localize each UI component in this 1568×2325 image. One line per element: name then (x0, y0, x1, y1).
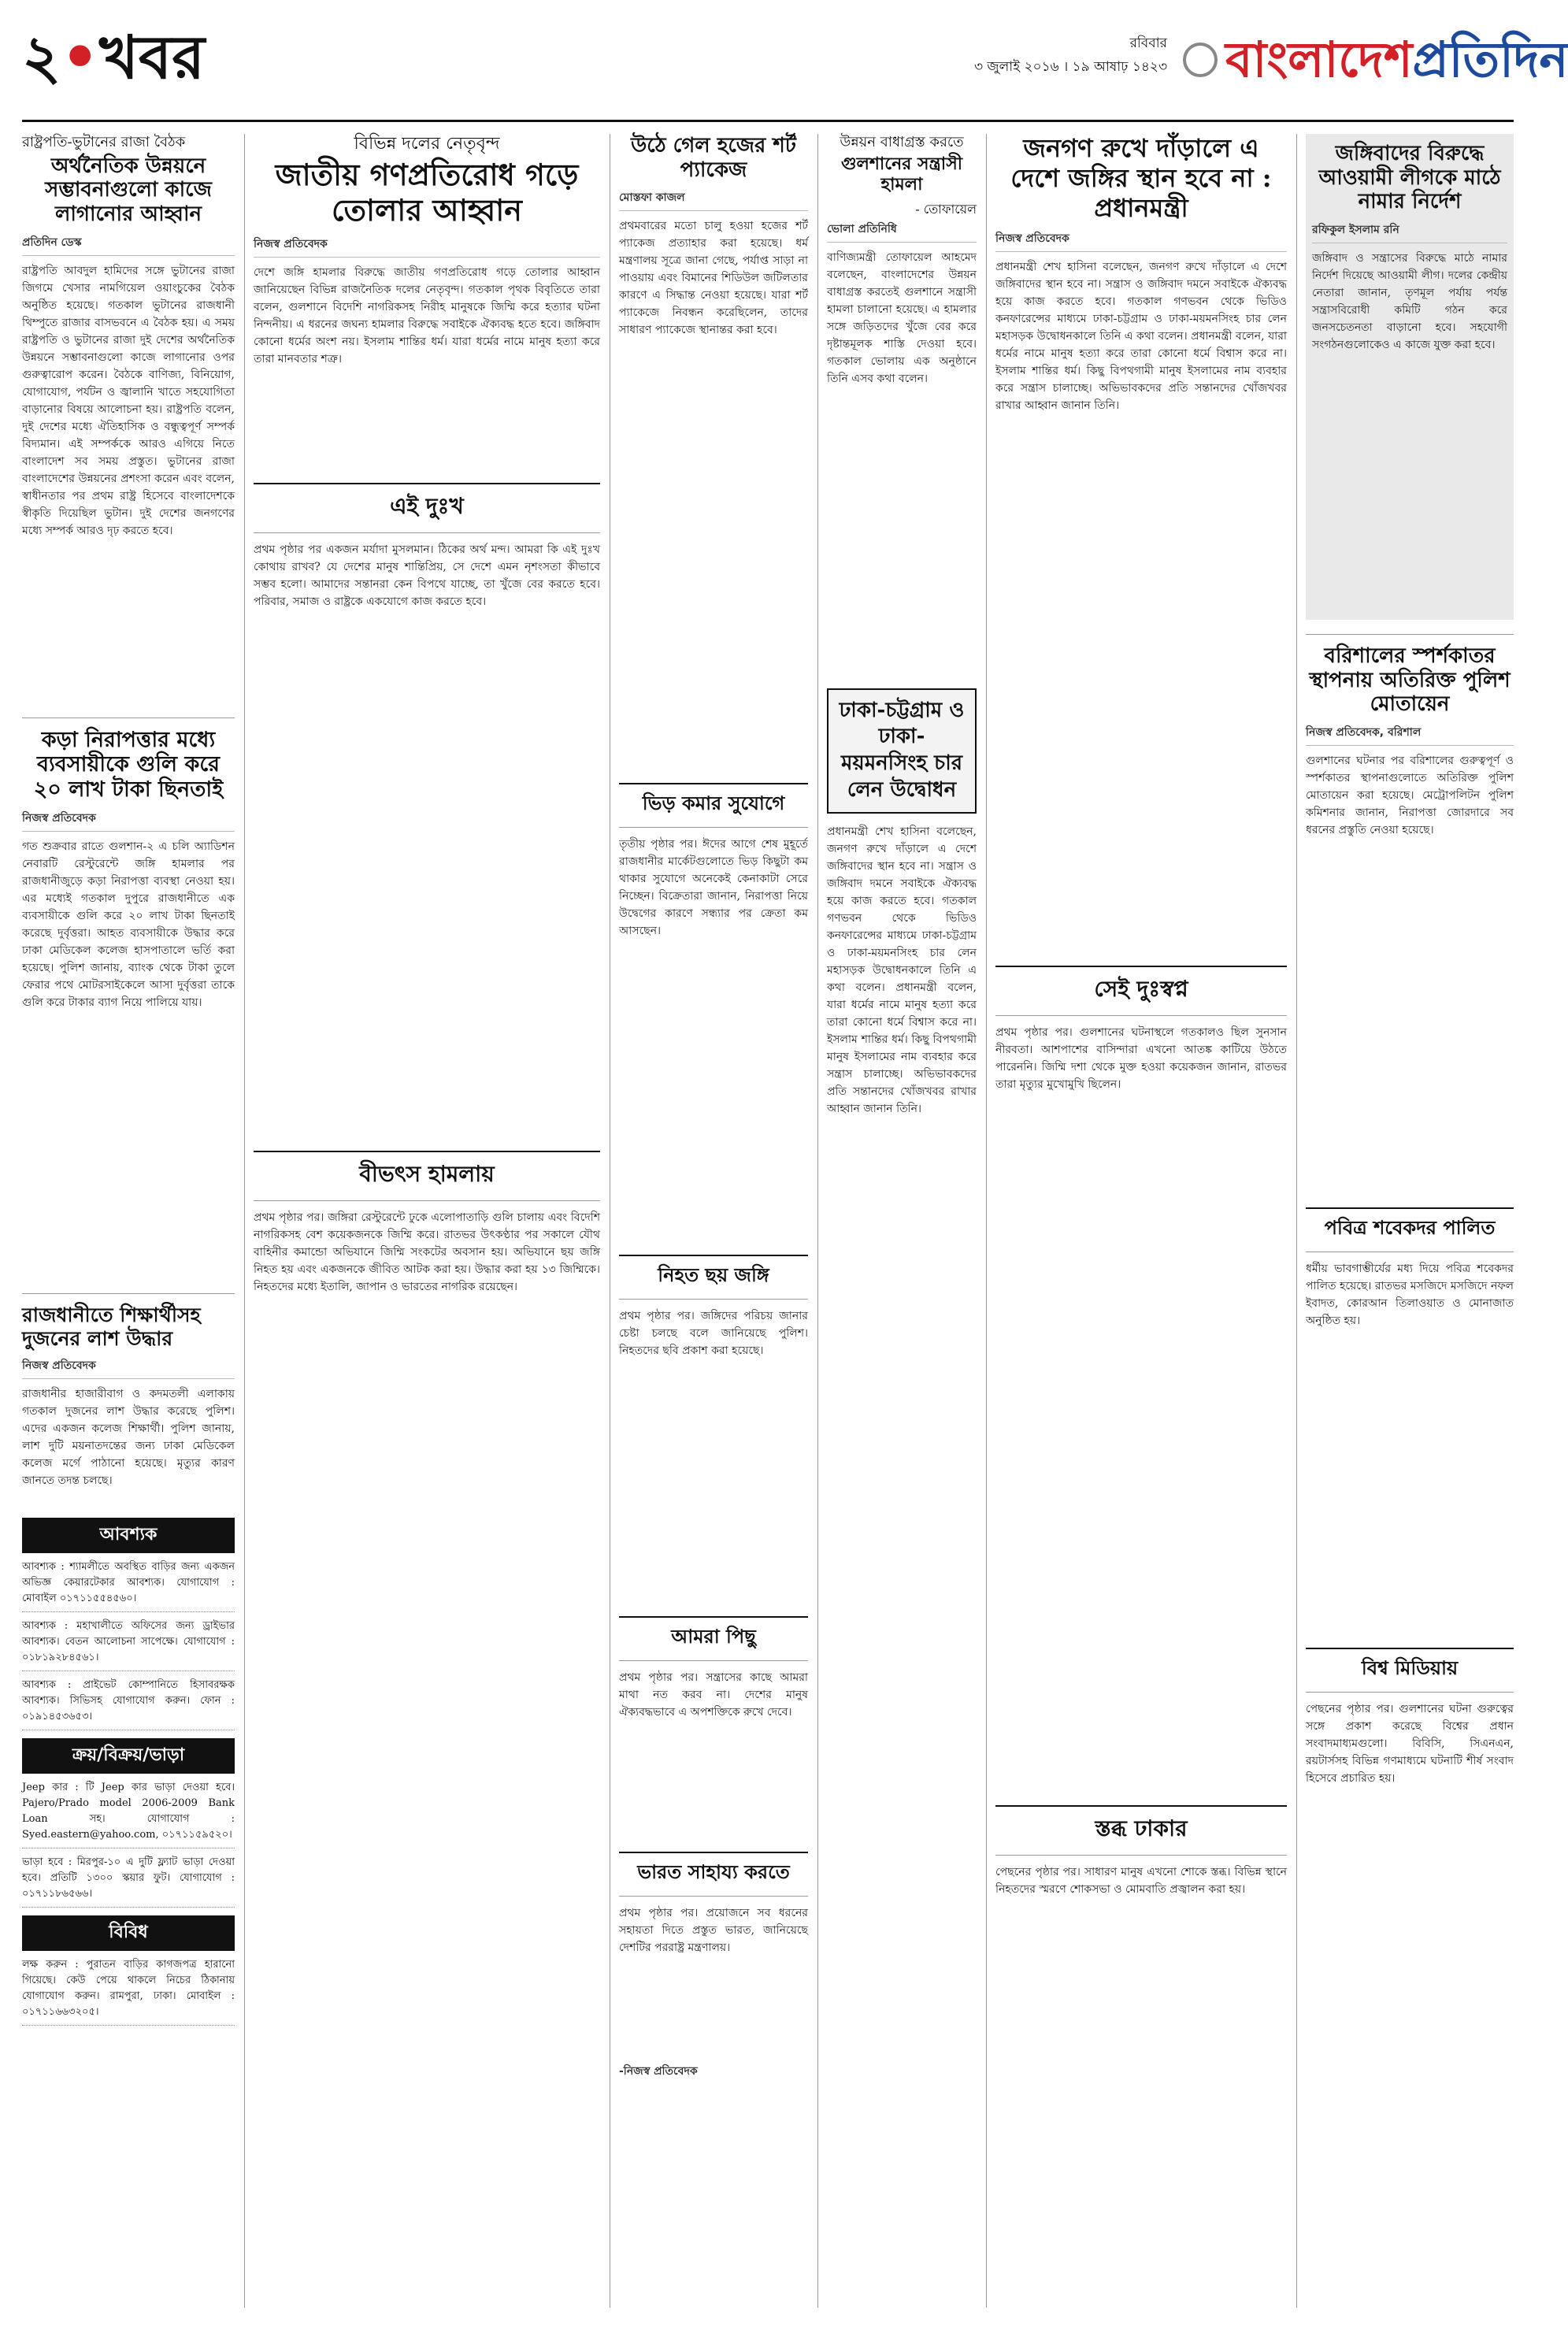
page-number-section (22, 14, 205, 101)
section-name: খবর (99, 22, 206, 92)
headline: উঠে গেল হজের শর্ট প্যাকেজ (631, 134, 796, 182)
logo-text (1225, 27, 1568, 93)
article-bodies-recovered (22, 1303, 235, 1504)
article-body: প্রধানমন্ত্রী শেখ হাসিনা বলেছেন, জনগণ রুখে দাঁড়ালে এ দেশে জঙ্গিবাদের স্থান হবে না। সন্ত্রাস ও জঙ্গিবাদ দমনে সবাইকে ঐক্যবদ্ধ হয়ে কাজ করতে হবে। গতকাল গণভবন থেকে ভিডিও কনফারেন্সের মাধ্যমে ঢাকা-চট্টগ্রাম ও ঢাকা-ময়মনসিংহ চার লেন মহাসড়ক উদ্বোধনকালে তিনি এ কথা বলেন। প্রধানমন্ত্রী বলেন, যারা ধর্মের নামে মানুষ হত্যা করে তারা কোনো ধর্মে বিশ্বাস করে না। ইসলাম শান্তির ধর্ম। কিছু বিপথগামী মানুষ ইসলামের নাম ব্যবহার করে সন্ত্রাস চালাচ্ছে। অভিভাবকদের প্রতি সন্তানদের খোঁজখবর রাখার আহ্বান জানান তিনি। (827, 825, 977, 1115)
headline: বরিশালের স্পর্শকাতর স্থাপনায় অতিরিক্ত পুলিশ মোতায়েন (1309, 644, 1511, 717)
byline: নিজস্ব প্রতিবেদক (995, 229, 1287, 252)
article-body: রাষ্ট্রপতি আবদুল হামিদের সঙ্গে ভুটানের রাজা জিগমে খেসার নামগিয়েল ওয়াংচুকের বৈঠক অনুষ্ঠিত হয়েছে। গতকাল ভুটানের রাজধানী থিম্পুতে রাজার বাসভবনে এ বৈঠক হয়। এ সময় রাষ্ট্রপতি ও ভুটানের রাজা দুই দেশের অর্থনৈতিক উন্নয়নে সম্ভাবনাগুলো কাজে লাগানোর ওপর গুরুত্বারোপ করেন। বৈঠকে বাণিজ্য, বিনিয়োগ, যোগাযোগ, পর্যটন ও জ্বালানি খাতে সহযোগিতা বাড়ানোর বিষয়ে আলোচনা হয়। রাষ্ট্রপতি বলেন, দুই দেশের মধ্যে ঐতিহাসিক ও বন্ধুত্বপূর্ণ সম্পর্ক বিদ্যমান। এই সম্পর্ককে আরও এগিয়ে নিতে বাংলাদেশ সব সময় প্রস্তুত। ভুটানের রাজা বাংলাদেশের উন্নয়নের প্রশংসা করেন এবং বলেন, স্বাধীনতার পর প্রথম রাষ্ট্র হিসেবে বাংলাদেশকে স্বীকৃতি দিয়েছিল ভুটান। দুই দেশের জনগণের মধ্যে সম্পর্ক আরও দৃঢ় করতে হবে। (22, 264, 235, 537)
article-prime-minister (995, 134, 1287, 951)
column-rule (986, 134, 987, 2308)
column-rule (1296, 134, 1297, 2308)
section-title: বিশ্ব মিডিয়ায় (1306, 1648, 1514, 1693)
page-dot-icon: • (61, 22, 99, 92)
classified-ad: লক্ষ করুন : পুরাতন বাড়ির কাগজপত্র হারানো গিয়েছে। কেউ পেয়ে থাকলে নিচের ঠিকানায় যোগাযোগ করুন। রামপুরা, ঢাকা। মোবাইল : ০১৭১১৬৬৩২০৫। (22, 1957, 235, 2026)
classified-ad: Jeep কার : টি Jeep কার ভাড়া দেওয়া হবে। Pajero/Prado model 2006-2009 Bank Loan সহ। যোগাযোগ : Syed.eastern@yahoo.com, ০১৭১১৫৯৫২০। (22, 1780, 235, 1849)
section-title: আমরা পিছু (619, 1616, 808, 1661)
article-robbery (22, 728, 235, 1280)
article-body: প্রথম পৃষ্ঠার পর। জঙ্গিদের পরিচয় জানার চেষ্টা চলছে বলে জানিয়েছে পুলিশ। নিহতদের ছবি প্রকাশ করা হয়েছে। (619, 1310, 808, 1358)
article-body: প্রথম পৃষ্ঠার পর। গুলশানের ঘটনাস্থলে গতকালও ছিল সুনসান নীরবতা। আশপাশের বাসিন্দারা এখনো আতঙ্ক কাটিয়ে উঠতে পারেননি। জিম্মি দশা থেকে মুক্ত হওয়া কয়েকজন জানান, রাতভর তারা মৃত্যুর মুখোমুখি ছিলেন। (995, 1026, 1287, 1092)
logo-circle-icon (1183, 43, 1218, 77)
article-president-bhutan (22, 134, 235, 703)
byline: মোস্তফা কাজল (619, 188, 808, 211)
newspaper-logo (1183, 22, 1568, 98)
section-title: এই দুঃখ (254, 483, 600, 533)
article-body: প্রধানমন্ত্রী শেখ হাসিনা বলেছেন, জনগণ রুখে দাঁড়ালে এ দেশে জঙ্গিবাদের স্থান হবে না। সন্ত্রাস ও জঙ্গিবাদ দমনে সবাইকে ঐক্যবদ্ধ হয়ে কাজ করতে হবে। গতকাল গণভবন থেকে ভিডিও কনফারেন্সের মাধ্যমে ঢাকা-চট্টগ্রাম ও ঢাকা-ময়মনসিংহ চার লেন মহাসড়ক উদ্বোধনকালে তিনি এ কথা বলেন। প্রধানমন্ত্রী বলেন, যারা ধর্মের নামে মানুষ হত্যা করে তারা কোনো ধর্মে বিশ্বাস করে না। ইসলাম শান্তির ধর্ম। কিছু বিপথগামী মানুষ ইসলামের নাম ব্যবহার করে সন্ত্রাস চালাচ্ছে। অভিভাবকদের প্রতি সন্তানদের খোঁজখবর রাখার আহ্বান জানান তিনি। (995, 261, 1287, 413)
section-title: স্তব্ধ ঢাকার (995, 1805, 1287, 1856)
article-body: প্রথম পৃষ্ঠার পর। প্রয়োজনে সব ধরনের সহায়তা দিতে প্রস্তুত ভারত, জানিয়েছে দেশটির পররাষ্ট্র মন্ত্রণালয়। (619, 1907, 808, 1955)
article-body: ধর্মীয় ভাবগাম্ভীর্যের মধ্য দিয়ে পবিত্র শবেকদর পালিত হয়েছে। রাতভর মসজিদে মসজিদে নফল ইবাদত, কোরআন তিলাওয়াত ও মোনাজাত অনুষ্ঠিত হয়। (1306, 1263, 1514, 1328)
byline: রফিকুল ইসলাম রনি (1312, 221, 1507, 243)
section-title: ভারত সাহায্য করতে (619, 1852, 808, 1897)
article-body: জঙ্গিবাদ ও সন্ত্রাসের বিরুদ্ধে মাঠে নামার নির্দেশ দিয়েছে আওয়ামী লীগ। দলের কেন্দ্রীয় নেতারা জানান, তৃণমূল পর্যায় পর্যন্ত সন্ত্রাসবিরোধী কমিটি গঠন করে জনসচেতনতা বাড়ানো হবে। সহযোগী সংগঠনগুলোকেও এ কাজে যুক্ত করা হবে। (1312, 252, 1507, 352)
date-block (974, 32, 1167, 79)
headline: জনগণ রুখে দাঁড়ালে এ দেশে জঙ্গির স্থান হবে না : প্রধানমন্ত্রী (1010, 133, 1272, 223)
classifieds-header: ক্রয়/বিক্রয়/ভাড়া (22, 1738, 235, 1774)
headline: জঙ্গিবাদের বিরুদ্ধে আওয়ামী লীগকে মাঠে নামার নির্দেশ (1318, 142, 1501, 214)
column-rule (817, 134, 818, 2308)
section-title: নিহত ছয় জঙ্গি (619, 1255, 808, 1300)
page-number: ২ (22, 22, 61, 92)
article-hajj-package (619, 134, 808, 769)
column-6 (1306, 134, 1514, 2308)
byline: ভোলা প্রতিনিধি (827, 220, 977, 243)
article-body: রাজধানীর হাজারীবাগ ও কদমতলী এলাকায় গতকাল দুজনের লাশ উদ্ধার করেছে পুলিশ। এদের একজন কলেজ শিক্ষার্থী। পুলিশ জানায়, লাশ দুটি ময়নাতদন্তের জন্য ঢাকা মেডিকেল কলেজ মর্গে পাঠানো হয়েছে। মৃত্যুর কারণ জানতে তদন্ত চলছে। (22, 1388, 235, 1488)
byline: নিজস্ব প্রতিবেদক, বরিশাল (1306, 723, 1514, 746)
article-barisal-police (1306, 644, 1514, 1193)
section-title: ভিড় কমার সুযোগে (619, 783, 808, 828)
masthead (22, 14, 1568, 109)
column-2 (254, 134, 600, 2308)
masthead-rule (22, 120, 1514, 122)
byline-end: -নিজস্ব প্রতিবেদক (619, 2065, 698, 2078)
divider (22, 1293, 235, 1294)
section-title: পবিত্র শবেকদর পালিত (1306, 1207, 1514, 1252)
kicker: রাষ্ট্রপতি-ভুটানের রাজা বৈঠক (22, 134, 186, 150)
classified-ad: আবশ্যক : মহাখালীতে অফিসের জন্য ড্রাইভার আবশ্যক। বেতন আলোচনা সাপেক্ষে। যোগাযোগ : ০১৮১৯২৮৪৫৬১। (22, 1619, 235, 1671)
article-body: প্রথম পৃষ্ঠার পর। সন্ত্রাসের কাছে আমরা মাথা নত করব না। দেশের মানুষ ঐক্যবদ্ধভাবে এ অপশক্তিকে রুখে দেবে। (619, 1671, 808, 1719)
highway-inauguration-box: ঢাকা-চট্টগ্রাম ও ঢাকা-ময়মনসিংহ চার লেন উদ্বোধন (827, 688, 977, 814)
headline: কড়া নিরাপত্তার মধ্যে ব্যবসায়ীকে গুলি করে ২০ লাখ টাকা ছিনতাই (33, 727, 224, 803)
column-rule (244, 134, 245, 2308)
byline: নিজস্ব প্রতিবেদক (254, 235, 600, 258)
headline: রাজধানীতে শিক্ষার্থীসহ দুজনের লাশ উদ্ধার (22, 1303, 201, 1350)
divider (1306, 634, 1514, 635)
column-1 (22, 134, 235, 2308)
headline: জাতীয় গণপ্রতিরোধ গড়ে তোলার আহ্বান (275, 157, 579, 228)
byline: নিজস্ব প্রতিবেদক (22, 809, 235, 832)
headline: গুলশানের সন্ত্রাসী হামলা (840, 153, 963, 195)
classified-ad: আবশ্যক : প্রাইভেট কোম্পানিতে হিসাবরক্ষক আবশ্যক। সিভিসহ যোগাযোগ করুন। ফোন : ০১৯১৪৫৩৬৫৩। (22, 1678, 235, 1730)
column-3 (619, 134, 808, 2308)
article-tofail (827, 134, 977, 674)
byline: প্রতিদিন ডেস্ক (22, 233, 235, 256)
article-body: পেছনের পৃষ্ঠার পর। গুলশানের ঘটনা গুরুত্বের সঙ্গে প্রকাশ করেছে বিশ্বের প্রধান সংবাদমাধ্যমগুলো। বিবিসি, সিএনএন, রয়টার্সসহ বিভিন্ন গণমাধ্যমে ঘটনাটি শীর্ষ সংবাদ হিসেবে প্রচারিত হয়। (1306, 1703, 1514, 1785)
date: ৩ জুলাই ২০১৬ । ১৯ আষাঢ় ১৪২৩ (973, 59, 1167, 75)
article-body: প্রথম পৃষ্ঠার পর একজন মর্যাদা মুসলমান। ঠিকের অর্থ মন্দ। আমরা কি এই দুঃখ কোথায় রাখব? যে দেশের মানুষ শান্তিপ্রিয়, সে দেশে এমন নৃশংসতা কীভাবে সম্ভব হলো। আমাদের সন্তানরা কেন বিপথে যাচ্ছে, তা খুঁজে বের করতে হবে। পরিবার, সমাজ ও রাষ্ট্রকে একযোগে কাজ করতে হবে। (254, 543, 600, 609)
kicker: বিভিন্ন দলের নেতৃবৃন্দ (354, 134, 500, 154)
column-4 (827, 134, 977, 2308)
article-mass-resistance (254, 134, 600, 469)
section-title: সেই দুঃস্বপ্ন (995, 966, 1287, 1016)
article-body: বাণিজ্যমন্ত্রী তোফায়েল আহমেদ বলেছেন, বাংলাদেশের উন্নয়ন বাধাগ্রস্ত করতেই গুলশানে সন্ত্রাসী হামলা চালানো হয়েছে। এ হামলার সঙ্গে জড়িতদের খুঁজে বের করে দৃষ্টান্তমূলক শাস্তি দেওয়া হবে। গতকাল ভোলায় এক অনুষ্ঠানে তিনি এসব কথা বলেন। (827, 250, 977, 385)
sub-headline: - তোফায়েল (915, 201, 977, 217)
column-5 (995, 134, 1287, 2308)
article-body: তৃতীয় পৃষ্ঠার পর। ঈদের আগে শেষ মুহূর্তে রাজধানীর মার্কেটগুলোতে ভিড় কিছুটা কম থাকার সুযোগে অনেকেই কেনাকাটা সেরে নিচ্ছেন। বিক্রেতারা জানান, নিরাপত্তা নিয়ে উদ্বেগের কারণে সন্ধ্যার পর ক্রেতা কম আসছেন। (619, 838, 808, 938)
logo-part-1: বাংলাদেশ (1225, 31, 1413, 88)
byline: নিজস্ব প্রতিবেদক (22, 1356, 235, 1379)
day: রবিবার (1129, 35, 1167, 51)
kicker: উন্নয়ন বাধাগ্রস্ত করতে (840, 134, 964, 150)
section-title: বীভৎস হামলায় (254, 1151, 600, 1201)
article-body: দেশে জঙ্গি হামলার বিরুদ্ধে জাতীয় গণপ্রতিরোধ গড়ে তোলার আহ্বান জানিয়েছেন বিভিন্ন রাজনৈতিক দলের নেতৃবৃন্দ। গতকাল পৃথক বিবৃতিতে তারা বলেন, গুলশানে বিদেশি নাগরিকসহ নিরীহ মানুষকে জিম্মি করে হত্যার ঘটনা নিন্দনীয়। এ ধরনের জঘন্য হামলার বিরুদ্ধে সবাইকে ঐক্যবদ্ধ হতে হবে। জঙ্গিবাদ কোনো ধর্মের অংশ নয়। ইসলাম শান্তির ধর্ম। যারা ধর্মের নামে মানুষ হত্যা করে তারা মানবতার শত্রু। (254, 266, 600, 366)
article-awami-league (1306, 134, 1514, 620)
article-body: প্রথম পৃষ্ঠার পর। জঙ্গিরা রেস্টুরেন্টে ঢুকে এলোপাতাড়ি গুলি চালায় এবং বিদেশি নাগরিকসহ বেশ কয়েকজনকে জিম্মি করে। রাতভর উৎকণ্ঠার পর সকালে যৌথ বাহিনীর কমান্ডো অভিযানে জিম্মি সংকটের অবসান হয়। অভিযানে ছয় জঙ্গি নিহত হয় এবং একজনকে জীবিত আটক করা হয়। উদ্ধার করা হয় ১৩ জিম্মিকে। নিহতদের মধ্যে ইতালি, জাপান ও ভারতের নাগরিক রয়েছেন। (254, 1211, 600, 1294)
classifieds-header: আবশ্যক (22, 1518, 235, 1553)
classifieds-header: বিবিধ (22, 1915, 235, 1951)
article-body: গত শুক্রবার রাতে গুলশান-২ এ চলি অ্যাডিশন নেবারটি রেস্টুরেন্টে জঙ্গি হামলার পর রাজধানীজুড়ে কড়া নিরাপত্তা ব্যবস্থা নেওয়া হয়। এর মধ্যেই গতকাল দুপুরে রাজধানীতে এক ব্যবসায়ীকে গুলি করে ২০ লাখ টাকা ছিনতাই করেছে দুর্বৃত্তরা। আহত ব্যবসায়ীকে উদ্ধার করে ঢাকা মেডিকেল কলেজ হাসপাতালে ভর্তি করা হয়েছে। পুলিশ জানায়, ব্যাংক থেকে টাকা তুলে ফেরার পথে মোটরসাইকেলে আসা দুর্বৃত্তরা তাকে গুলি করে টাকার ব্যাগ নিয়ে পালিয়ে যায়। (22, 840, 235, 1010)
article-body: পেছনের পৃষ্ঠার পর। সাধারণ মানুষ এখনো শোকে স্তব্ধ। বিভিন্ন স্থানে নিহতদের স্মরণে শোকসভা ও মোমবাতি প্রজ্বালন করা হয়। (995, 1866, 1287, 1897)
logo-part-2: প্রতিদিন (1412, 31, 1568, 88)
article-body: প্রথমবারের মতো চালু হওয়া হজের শর্ট প্যাকেজ প্রত্যাহার করা হয়েছে। ধর্ম মন্ত্রণালয় সূত্রে জানা গেছে, পর্যাপ্ত সাড়া না পাওয়ায় এবং বিমানের শিডিউল জটিলতার কারণে এ সিদ্ধান্ত নেওয়া হয়েছে। যারা শর্ট প্যাকেজে নিবন্ধন করেছিলেন, তাদের সাধারণ প্যাকেজে স্থানান্তর করা হবে। (619, 220, 808, 337)
headline: অর্থনৈতিক উন্নয়নে সম্ভাবনাগুলো কাজে লাগানোর আহ্বান (45, 154, 212, 226)
classified-ad: ভাড়া হবে : মিরপুর-১০ এ দুটি ফ্ল্যাট ভাড়া দেওয়া হবে। প্রতিটি ১৩০০ স্কয়ার ফুট। যোগাযোগ : ০১৭১১৮৬৫৬৬। (22, 1855, 235, 1908)
classified-ad: আবশ্যক : শ্যামলীতে অবস্থিত বাড়ির জন্য একজন অভিজ্ঞ কেয়ারটেকার আবশ্যক। যোগাযোগ : মোবাইল ০১৭১১৫৫৪৫৬০। (22, 1559, 235, 1612)
article-body: গুলশানের ঘটনার পর বরিশালের গুরুত্বপূর্ণ ও স্পর্শকাতর স্থাপনাগুলোতে অতিরিক্ত পুলিশ মোতায়েন করা হয়েছে। মেট্রোপলিটন পুলিশ কমিশনার জানান, নিরাপত্তা জোরদারে সব ধরনের প্রস্তুতি নেওয়া হয়েছে। (1306, 755, 1514, 837)
